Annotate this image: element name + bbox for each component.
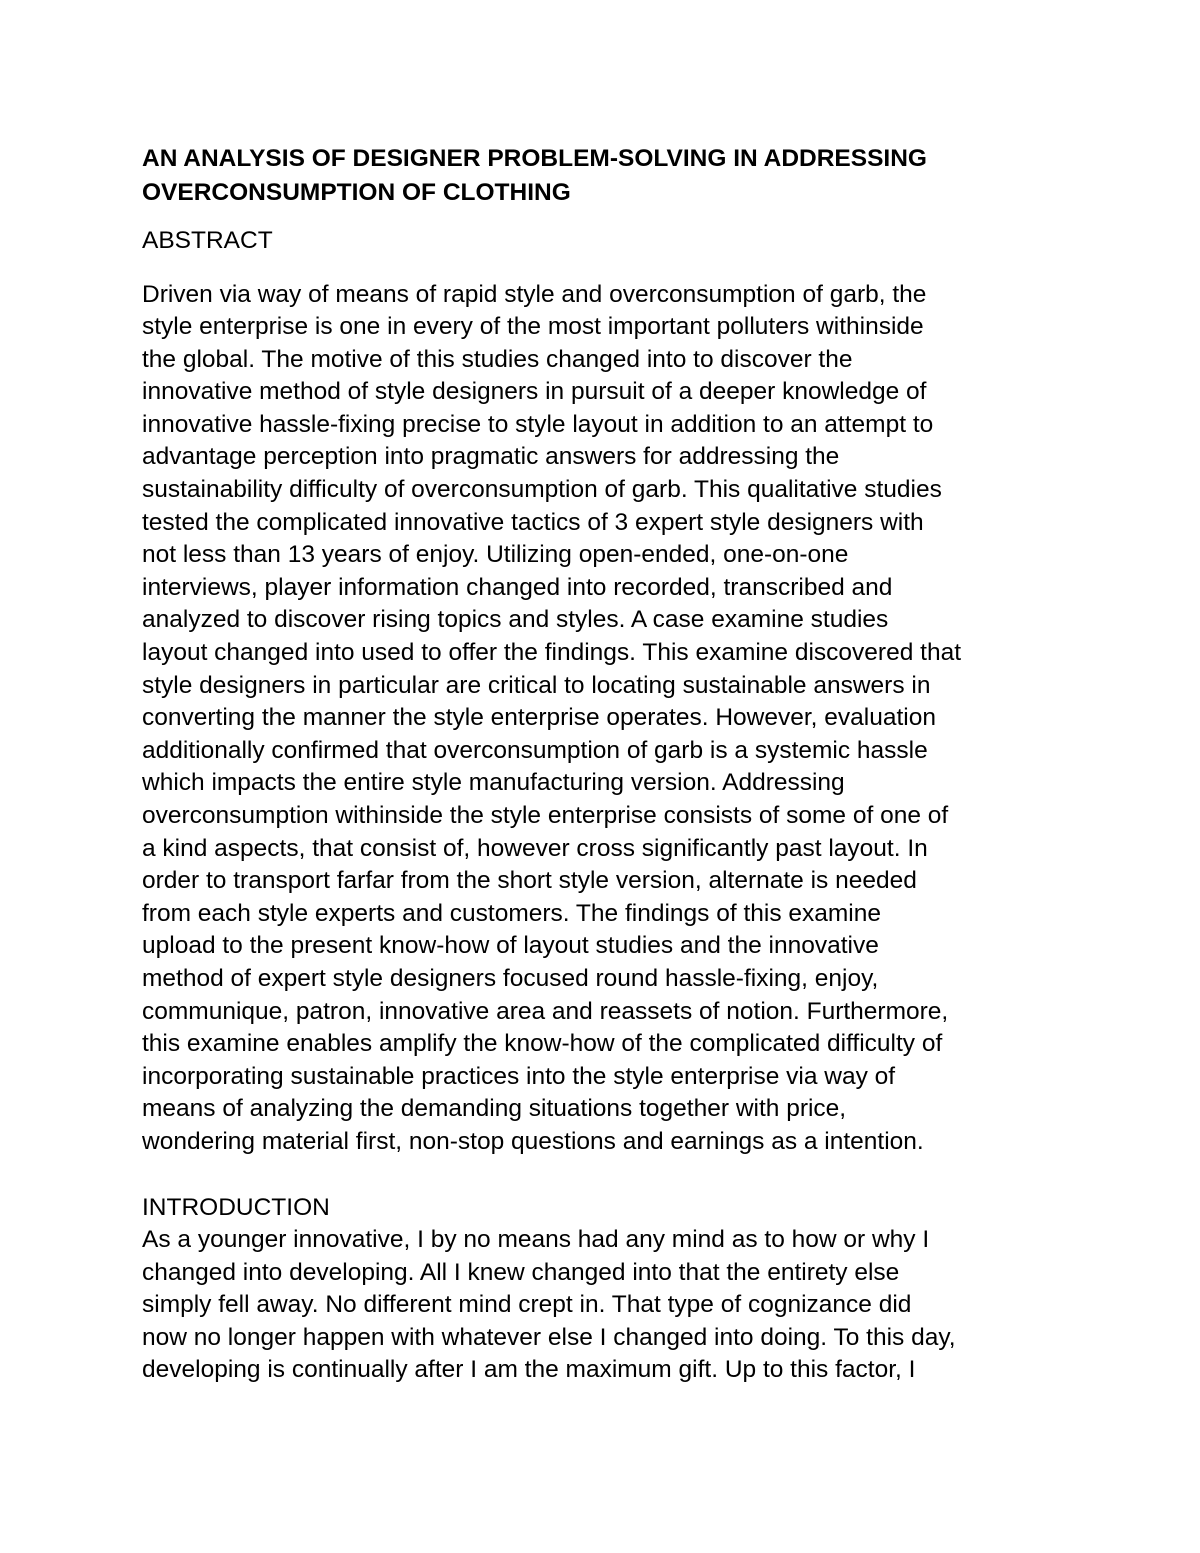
abstract-line: interviews, player information changed into recorded, transcribed and [142, 573, 893, 601]
abstract-line: from each style experts and customers. The findings of this examine [142, 899, 881, 927]
abstract-line: the global. The motive of this studies changed into to discover the [142, 345, 853, 373]
abstract-line: which impacts the entire style manufacturing version. Addressing [142, 769, 845, 797]
abstract-line: overconsumption withinside the style enterprise consists of some of one of [142, 802, 949, 829]
introduction-line: simply fell away. No different mind crept in. That type of cognizance did [142, 1291, 912, 1319]
abstract-body [142, 279, 1082, 1159]
abstract-line: a kind aspects, that consist of, however cross significantly past layout. In [142, 834, 928, 862]
abstract-line: advantage perception into pragmatic answers for addressing the [142, 443, 840, 471]
abstract-line: not less than 13 years of enjoy. Utilizing open-ended, one-on-one [142, 541, 849, 569]
document-title [142, 142, 1082, 210]
abstract-line: innovative hassle-fixing precise to style layout in addition to an attempt to [142, 410, 934, 438]
abstract-line: sustainability difficulty of overconsumption of garb. This qualitative studies [142, 476, 942, 504]
abstract-line: upload to the present know-how of layout studies and the innovative [142, 932, 879, 960]
abstract-line: innovative method of style designers in pursuit of a deeper knowledge of [142, 378, 927, 406]
introduction-line: developing is continually after I am the maximum gift. Up to this factor, I [142, 1356, 916, 1384]
abstract-line: converting the manner the style enterprise operates. However, evaluation [142, 704, 936, 732]
abstract-line: style enterprise is one in every of the most important polluters withinside [142, 313, 924, 341]
introduction-line: As a younger innovative, I by no means had any mind as to how or why I [142, 1226, 930, 1254]
document-page [142, 142, 1082, 1387]
abstract-heading: ABSTRACT [142, 227, 273, 254]
abstract-line: order to transport farfar from the short style version, alternate is needed [142, 867, 917, 895]
abstract-line: layout changed into used to offer the findings. This examine discovered that [142, 639, 962, 667]
abstract-line: wondering material first, non-stop questions and earnings as a intention. [142, 1127, 924, 1155]
abstract-line: communique, patron, innovative area and reassets of notion. Furthermore, [142, 997, 949, 1025]
abstract-line: means of analyzing the demanding situations together with price, [142, 1095, 847, 1123]
abstract-line: method of expert style designers focused round hassle-fixing, enjoy, [142, 964, 879, 992]
introduction-line: now no longer happen with whatever else I changed into doing. To this day, [142, 1323, 956, 1351]
introduction-line: changed into developing. All I knew changed into that the entirety else [142, 1258, 900, 1286]
title-line: AN ANALYSIS OF DESIGNER PROBLEM-SOLVING IN ADDRESSING [142, 145, 927, 172]
introduction-body [142, 1224, 1082, 1387]
abstract-line: analyzed to discover rising topics and styles. A case examine studies [142, 606, 889, 634]
title-line: OVERCONSUMPTION OF CLOTHING [142, 179, 571, 206]
abstract-line: tested the complicated innovative tactics of 3 expert style designers with [142, 508, 924, 536]
introduction-heading: INTRODUCTION [142, 1193, 330, 1221]
abstract-line: incorporating sustainable practices into the style enterprise via way of [142, 1062, 896, 1090]
abstract-line: additionally confirmed that overconsumption of garb is a systemic hassle [142, 736, 928, 764]
abstract-line: this examine enables amplify the know-how of the complicated difficulty of [142, 1030, 943, 1058]
abstract-line: Driven via way of means of rapid style and overconsumption of garb, the [142, 280, 927, 308]
abstract-line: style designers in particular are critical to locating sustainable answers in [142, 671, 931, 699]
